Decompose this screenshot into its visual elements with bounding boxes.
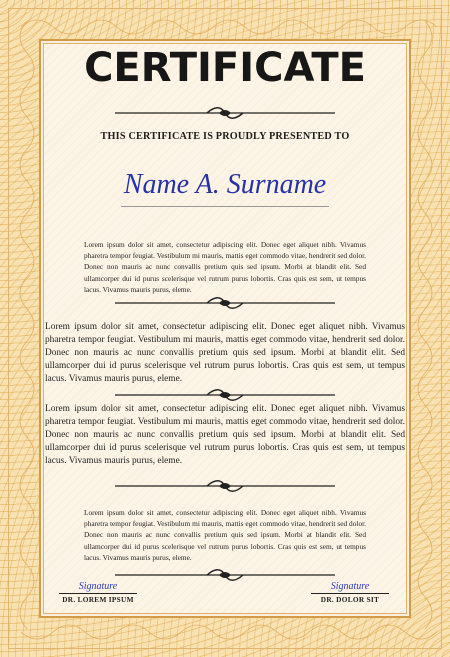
divider-ornament-icon [115,295,335,311]
presented-to-text: THIS CERTIFICATE IS PROUDLY PRESENTED TO [100,131,350,142]
paragraph-2: Lorem ipsum dolor sit amet, consectetur adipiscing elit. Donec eget aliquet nibh. Vivamus pharetra tempor feugiat. Vestibulum mi mauris, mattis eget commodo vitae, hendrerit sed dolor. Donec non mauris ac nunc convallis pretium quis sed ipsum. Morbi at blandit elit. Sed ullamcorper dui id purus scelerisque vel rutrum purus lobortis. Cras quis est sem, ut tempus lacus. Vivamus mauris purus, eleme. [45,322,405,385]
divider-ornament-icon [115,387,335,403]
signature-left-mark: Signature [78,581,118,592]
signature-left-line [59,593,137,594]
paragraph-3: Lorem ipsum dolor sit amet, consectetur adipiscing elit. Donec eget aliquet nibh. Vivamus pharetra tempor feugiat. Vestibulum mi mauris, mattis eget commodo vitae, hendrerit sed dolor. Donec non mauris ac nunc convallis pretium quis sed ipsum. Morbi at blandit elit. Sed ullamcorper dui id purus scelerisque vel rutrum purus lobortis. Cras quis est sem, ut tempus lacus. Vivamus mauris purus, eleme. [45,404,405,467]
paragraph-1: Lorem ipsum dolor sit amet, consectetur adipiscing elit. Donec eget aliquet nibh. Vivamus pharetra tempor feugiat. Vestibulum mi mauris, mattis eget commodo vitae, hendrerit sed dolor. Donec non mauris ac nunc convallis pretium quis sed ipsum. Morbi at blandit elit. Sed ullamcorper dui id purus scelerisque vel rutrum purus lobortis. Cras quis est sem, ut tempus lacus. Vivamus mauris purus, eleme. [84,240,366,294]
signature-right-mark: Signature [330,581,370,592]
recipient-name: Name A. Surname [123,169,327,200]
recipient-underline [121,206,329,207]
signature-right-line [311,593,389,594]
signature-right [301,581,399,613]
signature-left [49,581,147,613]
signature-right-name: DR. DOLOR SIT [320,595,380,604]
title-ornament-icon [115,105,335,121]
divider-ornament-icon [115,478,335,494]
certificate-content [43,43,407,614]
signature-left-name: DR. LOREM IPSUM [62,595,134,604]
certificate-title: CERTIFICATE [84,45,366,91]
paragraph-4: Lorem ipsum dolor sit amet, consectetur adipiscing elit. Donec eget aliquet nibh. Vivamus pharetra tempor feugiat. Vestibulum mi mauris, mattis eget commodo vitae, hendrerit sed dolor. Donec non mauris ac nunc convallis pretium quis sed ipsum. Morbi at blandit elit. Sed ullamcorper dui id purus scelerisque vel rutrum purus lobortis. Cras quis est sem, ut tempus lacus. Vivamus mauris purus, eleme. [84,508,366,562]
